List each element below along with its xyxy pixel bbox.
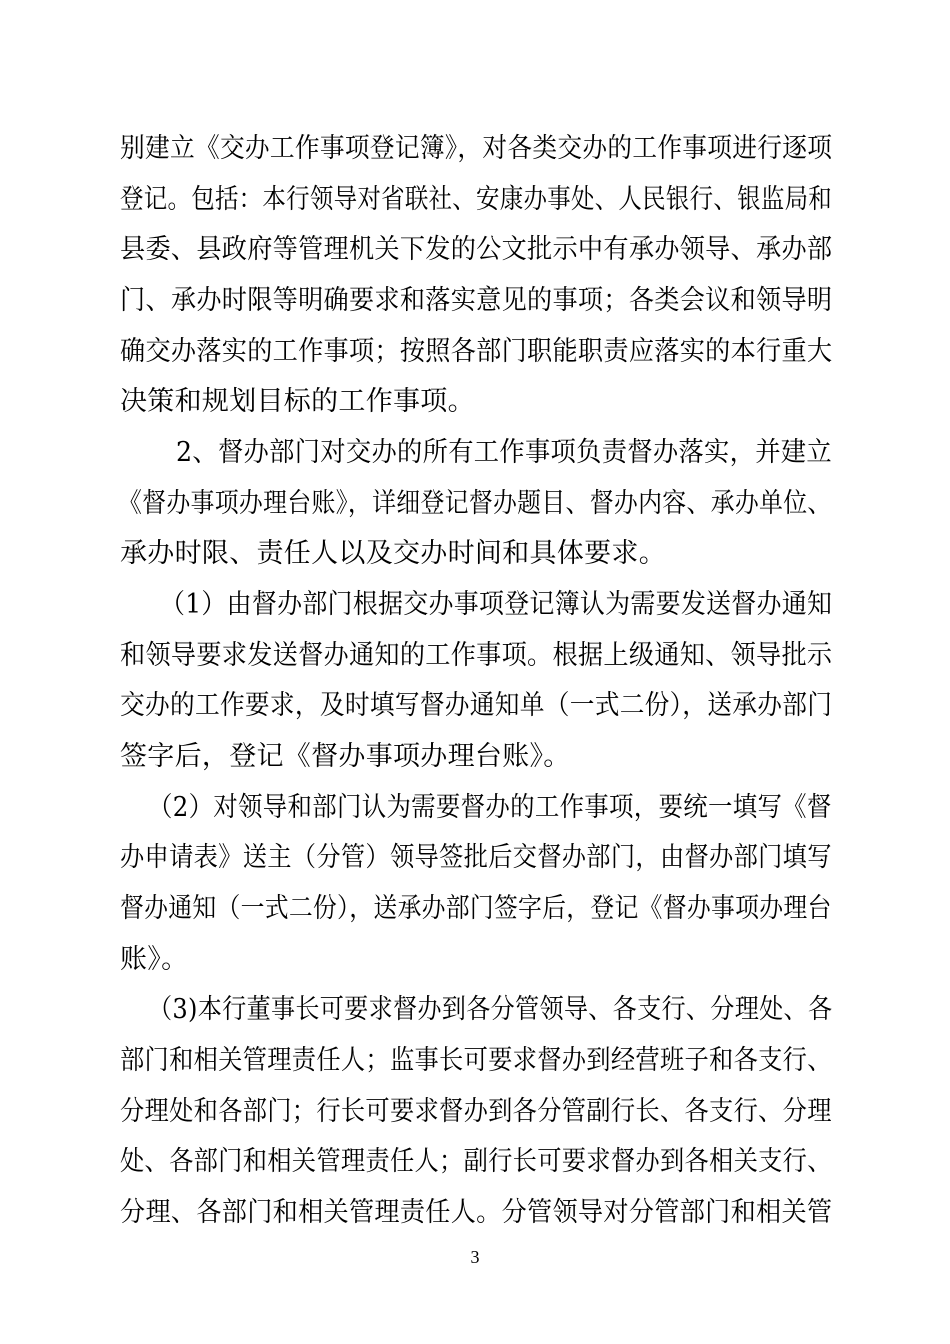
text-line: 处、各部门和相关管理责任人；副行长可要求督办到各相关支行、 xyxy=(120,1146,832,1177)
text-line: 决策和规划目标的工作事项。 xyxy=(120,386,475,417)
text-line: 别建立《交办工作事项登记簿》，对各类交办的工作事项进行逐项 xyxy=(120,133,833,164)
text-line: （2）对领导和部门认为需要督办的工作事项，要统一填写《督 xyxy=(148,792,832,823)
text-line: 分理、各部门和相关管理责任人。分管领导对分管部门和相关管 xyxy=(120,1197,833,1228)
text-line: 《督办事项办理台账》，详细登记督办题目、督办内容、承办单位、 xyxy=(118,488,832,519)
text-line: 交办的工作要求，及时填写督办通知单（一式二份），送承办部门 xyxy=(120,690,833,721)
text-line: 部门和相关管理责任人；监事长可要求督办到经营班子和各支行、 xyxy=(120,1045,832,1076)
text-line: 签字后，登记《督办事项办理台账》。 xyxy=(120,741,571,772)
page-number: 3 xyxy=(470,1247,480,1267)
text-line: 承办时限、责任人以及交办时间和具体要求。 xyxy=(120,538,666,569)
text-line: （3)本行董事长可要求督办到各分管领导、各支行、分理处、各 xyxy=(148,994,833,1025)
text-line: （1）由督办部门根据交办事项登记簿认为需要发送督办通知 xyxy=(160,589,833,620)
text-line: 督办通知（一式二份），送承办部门签字后，登记《督办事项办理台 xyxy=(120,893,832,924)
text-line: 登记。包括：本行领导对省联社、安康办事处、人民银行、银监局和 xyxy=(120,184,833,215)
text-line: 县委、县政府等管理机关下发的公文批示中有承办领导、承办部 xyxy=(120,234,833,265)
text-line: 办申请表》送主（分管）领导签批后交督办部门，由督办部门填写 xyxy=(120,842,832,873)
text-line: 2、督办部门对交办的所有工作事项负责督办落实，并建立 xyxy=(176,437,832,468)
text-line: 分理处和各部门；行长可要求督办到各分管副行长、各支行、分理 xyxy=(120,1096,832,1127)
text-line: 账》。 xyxy=(120,944,189,975)
text-line: 和领导要求发送督办通知的工作事项。根据上级通知、领导批示 xyxy=(120,640,833,671)
text-line: 门、承办时限等明确要求和落实意见的事项；各类会议和领导明 xyxy=(120,285,833,316)
text-line: 确交办落实的工作事项；按照各部门职能职责应落实的本行重大 xyxy=(120,336,833,367)
